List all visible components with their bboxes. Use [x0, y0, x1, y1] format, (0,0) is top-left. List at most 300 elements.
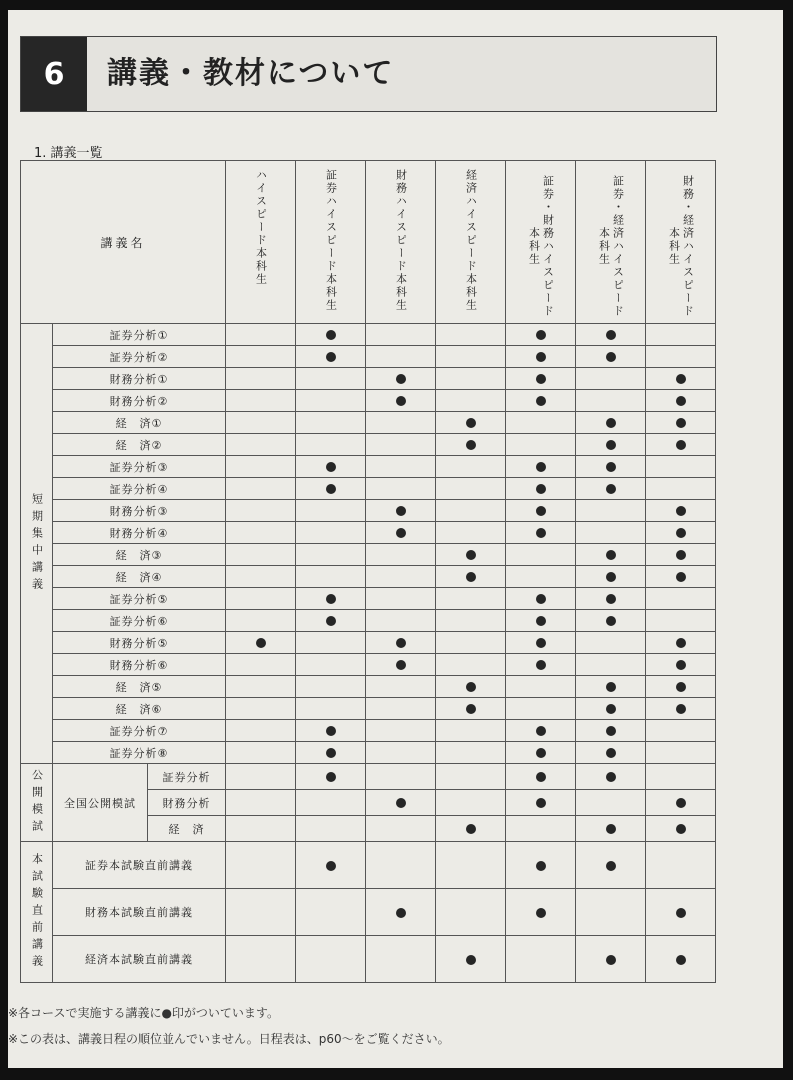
column-header: 証券・経済ハイスピード本科生: [576, 161, 646, 324]
mark-dot: [606, 682, 616, 692]
mark-cell: [296, 478, 366, 500]
section-header: [20, 36, 717, 112]
mark-dot: [676, 638, 686, 648]
mark-cell: [436, 522, 506, 544]
mark-cell: [226, 522, 296, 544]
mark-cell: [366, 610, 436, 632]
mark-cell: [296, 346, 366, 368]
mark-cell: [506, 816, 576, 842]
mark-cell: [366, 324, 436, 346]
mark-cell: [296, 842, 366, 889]
mark-cell: [576, 698, 646, 720]
mark-dot: [326, 772, 336, 782]
mark-dot: [536, 638, 546, 648]
mark-dot: [466, 550, 476, 560]
mark-cell: [506, 676, 576, 698]
mark-cell: [576, 790, 646, 816]
table-row: [21, 889, 716, 936]
mark-cell: [366, 632, 436, 654]
mark-dot: [326, 616, 336, 626]
mark-cell: [296, 390, 366, 412]
mark-dot: [676, 506, 686, 516]
mark-cell: [576, 566, 646, 588]
mark-cell: [646, 842, 716, 889]
mark-cell: [506, 742, 576, 764]
table-row: [21, 522, 716, 544]
mark-cell: [436, 742, 506, 764]
mark-cell: [576, 610, 646, 632]
mark-cell: [506, 500, 576, 522]
mark-cell: [646, 500, 716, 522]
mark-cell: [436, 610, 506, 632]
mark-cell: [366, 742, 436, 764]
mark-cell: [646, 412, 716, 434]
lecture-name: 経 済③: [53, 544, 226, 566]
mark-cell: [436, 500, 506, 522]
mark-dot: [326, 594, 336, 604]
lecture-name: 証券分析⑦: [53, 720, 226, 742]
table-row: [21, 566, 716, 588]
mark-cell: [296, 324, 366, 346]
mark-dot: [606, 772, 616, 782]
mark-dot: [536, 772, 546, 782]
mark-cell: [296, 764, 366, 790]
mark-dot: [326, 352, 336, 362]
mark-dot: [466, 955, 476, 965]
mark-cell: [226, 456, 296, 478]
mark-cell: [646, 478, 716, 500]
mark-cell: [576, 816, 646, 842]
mark-cell: [506, 412, 576, 434]
lecture-name: 証券分析②: [53, 346, 226, 368]
mark-cell: [436, 390, 506, 412]
table-row: [21, 544, 716, 566]
mark-cell: [646, 816, 716, 842]
table-row: [21, 720, 716, 742]
mark-cell: [226, 610, 296, 632]
mark-cell: [506, 588, 576, 610]
mark-dot: [326, 462, 336, 472]
mark-dot: [606, 748, 616, 758]
mark-dot: [606, 550, 616, 560]
mark-dot: [606, 726, 616, 736]
mark-dot: [256, 638, 266, 648]
mark-cell: [366, 936, 436, 983]
group-label-short-course: 短期集中講義: [21, 324, 53, 764]
mark-dot: [536, 374, 546, 384]
subsection-title: 1. 講義一覧: [34, 146, 103, 161]
mark-cell: [506, 456, 576, 478]
lecture-name: 財務分析①: [53, 368, 226, 390]
mark-dot: [676, 374, 686, 384]
mark-cell: [646, 346, 716, 368]
lecture-name: 財務分析④: [53, 522, 226, 544]
mark-cell: [646, 676, 716, 698]
lecture-name: 証券分析⑧: [53, 742, 226, 764]
mark-cell: [576, 346, 646, 368]
mark-cell: [506, 842, 576, 889]
lecture-name: 財務分析②: [53, 390, 226, 412]
lecture-name: 証券分析: [148, 764, 226, 790]
mark-cell: [436, 478, 506, 500]
lecture-name: 経 済①: [53, 412, 226, 434]
mark-cell: [436, 816, 506, 842]
mark-cell: [436, 698, 506, 720]
column-header-row: [21, 161, 716, 324]
mark-dot: [396, 638, 406, 648]
mark-cell: [296, 456, 366, 478]
mark-cell: [576, 720, 646, 742]
mark-cell: [646, 544, 716, 566]
table-row: [21, 478, 716, 500]
mark-dot: [536, 528, 546, 538]
column-header: ハイスピード本科生: [226, 161, 296, 324]
mark-cell: [366, 790, 436, 816]
note-line: ※この表は、講義日程の順位並んでいません。日程表は、p60～をご覧ください。: [8, 1032, 450, 1046]
mark-dot: [536, 330, 546, 340]
mark-dot: [536, 660, 546, 670]
lecture-name: 証券分析①: [53, 324, 226, 346]
mark-dot: [536, 798, 546, 808]
mark-dot: [606, 440, 616, 450]
mark-dot: [466, 440, 476, 450]
mark-cell: [646, 632, 716, 654]
lecture-name: 証券本試験直前講義: [53, 842, 226, 889]
mark-cell: [366, 764, 436, 790]
table-row: [21, 434, 716, 456]
table-row: [21, 390, 716, 412]
mark-dot: [676, 396, 686, 406]
mark-cell: [506, 632, 576, 654]
lecture-name: 財務分析⑥: [53, 654, 226, 676]
mark-cell: [226, 478, 296, 500]
mark-dot: [536, 352, 546, 362]
table-row: [21, 456, 716, 478]
mark-cell: [436, 632, 506, 654]
mark-cell: [506, 764, 576, 790]
mark-cell: [576, 522, 646, 544]
mark-dot: [606, 462, 616, 472]
mark-dot: [606, 594, 616, 604]
mark-cell: [296, 544, 366, 566]
mark-cell: [576, 500, 646, 522]
mark-dot: [606, 352, 616, 362]
mark-dot: [676, 682, 686, 692]
mock-exam-name: 全国公開模試: [53, 764, 148, 842]
mark-dot: [396, 908, 406, 918]
mark-dot: [396, 528, 406, 538]
mark-dot: [676, 798, 686, 808]
mark-cell: [506, 654, 576, 676]
mark-cell: [646, 936, 716, 983]
mark-cell: [646, 742, 716, 764]
mark-dot: [676, 418, 686, 428]
mark-cell: [646, 698, 716, 720]
mark-cell: [576, 742, 646, 764]
mark-dot: [396, 660, 406, 670]
mark-cell: [506, 610, 576, 632]
table-row: [21, 324, 716, 346]
mark-cell: [226, 936, 296, 983]
mark-cell: [506, 720, 576, 742]
mark-cell: [226, 412, 296, 434]
mark-cell: [226, 816, 296, 842]
lecture-name-header: 講義名: [21, 161, 226, 324]
mark-cell: [506, 698, 576, 720]
mark-cell: [576, 936, 646, 983]
mark-cell: [506, 478, 576, 500]
mark-cell: [226, 324, 296, 346]
mark-dot: [676, 908, 686, 918]
table-row: [21, 936, 716, 983]
mark-cell: [226, 390, 296, 412]
mark-cell: [576, 588, 646, 610]
mark-dot: [396, 396, 406, 406]
lecture-name: 証券分析④: [53, 478, 226, 500]
mark-dot: [536, 726, 546, 736]
mark-dot: [326, 748, 336, 758]
mark-cell: [366, 654, 436, 676]
lecture-name: 証券分析⑤: [53, 588, 226, 610]
mark-cell: [226, 720, 296, 742]
mark-cell: [226, 346, 296, 368]
mark-dot: [676, 440, 686, 450]
mark-cell: [576, 654, 646, 676]
lecture-name: 経 済⑤: [53, 676, 226, 698]
mark-dot: [536, 396, 546, 406]
mark-dot: [466, 704, 476, 714]
mark-cell: [226, 676, 296, 698]
table-row: [21, 676, 716, 698]
mark-cell: [436, 324, 506, 346]
lecture-name: 財務分析③: [53, 500, 226, 522]
mark-dot: [606, 616, 616, 626]
mark-cell: [296, 816, 366, 842]
lecture-name: 財務分析⑤: [53, 632, 226, 654]
mark-cell: [646, 324, 716, 346]
mark-cell: [296, 889, 366, 936]
mark-cell: [296, 936, 366, 983]
mark-dot: [326, 861, 336, 871]
table-row: [21, 632, 716, 654]
mark-cell: [296, 698, 366, 720]
mark-cell: [366, 346, 436, 368]
mark-cell: [576, 764, 646, 790]
mark-dot: [536, 861, 546, 871]
mark-cell: [576, 434, 646, 456]
table-row: [21, 368, 716, 390]
mark-cell: [296, 654, 366, 676]
lecture-name: 証券分析⑥: [53, 610, 226, 632]
mark-cell: [436, 566, 506, 588]
mark-cell: [646, 522, 716, 544]
mark-cell: [226, 742, 296, 764]
table-row: [21, 346, 716, 368]
mark-dot: [676, 660, 686, 670]
mark-cell: [226, 368, 296, 390]
mark-cell: [366, 522, 436, 544]
mark-cell: [226, 588, 296, 610]
mark-cell: [226, 654, 296, 676]
column-header: 財務ハイスピード本科生: [366, 161, 436, 324]
mark-cell: [436, 346, 506, 368]
lecture-name: 財務本試験直前講義: [53, 889, 226, 936]
mark-cell: [436, 764, 506, 790]
mark-cell: [436, 412, 506, 434]
mark-cell: [436, 889, 506, 936]
mark-dot: [606, 572, 616, 582]
mark-cell: [296, 742, 366, 764]
mark-dot: [676, 824, 686, 834]
mark-cell: [576, 478, 646, 500]
mark-cell: [296, 566, 366, 588]
mark-dot: [536, 908, 546, 918]
mark-cell: [576, 889, 646, 936]
mark-dot: [676, 528, 686, 538]
mark-cell: [436, 368, 506, 390]
mark-cell: [506, 522, 576, 544]
mark-cell: [436, 654, 506, 676]
table-row: [21, 698, 716, 720]
mark-cell: [436, 676, 506, 698]
mark-cell: [226, 632, 296, 654]
mark-dot: [606, 484, 616, 494]
lecture-name: 経 済④: [53, 566, 226, 588]
mark-cell: [226, 544, 296, 566]
lecture-name: 経 済②: [53, 434, 226, 456]
mark-dot: [396, 798, 406, 808]
document-page: [8, 10, 783, 1068]
mark-cell: [506, 390, 576, 412]
mark-dot: [676, 572, 686, 582]
column-header: 経済ハイスピード本科生: [436, 161, 506, 324]
mark-cell: [436, 588, 506, 610]
mark-cell: [296, 368, 366, 390]
mark-cell: [576, 456, 646, 478]
mark-cell: [366, 500, 436, 522]
mark-cell: [646, 889, 716, 936]
mark-dot: [466, 572, 476, 582]
mark-cell: [646, 764, 716, 790]
lecture-name: 証券分析③: [53, 456, 226, 478]
mark-dot: [326, 726, 336, 736]
mark-dot: [536, 748, 546, 758]
section-number: 6: [21, 37, 87, 111]
mark-cell: [576, 368, 646, 390]
mark-dot: [676, 704, 686, 714]
mark-cell: [576, 324, 646, 346]
mark-dot: [676, 955, 686, 965]
mark-cell: [646, 720, 716, 742]
mark-dot: [606, 955, 616, 965]
column-header: 財務・経済ハイスピード本科生: [646, 161, 716, 324]
group-label-mock-exam: 公開模試: [21, 764, 53, 842]
mark-cell: [646, 434, 716, 456]
mark-cell: [646, 654, 716, 676]
mark-cell: [506, 889, 576, 936]
table-row: [21, 412, 716, 434]
note-line: ※各コースで実施する講義に●印がついています。: [8, 1006, 279, 1020]
mark-cell: [366, 390, 436, 412]
mark-cell: [646, 790, 716, 816]
mark-cell: [646, 610, 716, 632]
mark-cell: [576, 390, 646, 412]
mark-cell: [436, 790, 506, 816]
mark-cell: [506, 434, 576, 456]
mark-cell: [576, 412, 646, 434]
mark-dot: [606, 861, 616, 871]
mark-dot: [606, 418, 616, 428]
table-row: [21, 588, 716, 610]
mark-dot: [536, 506, 546, 516]
lecture-name: 経 済⑥: [53, 698, 226, 720]
mark-cell: [296, 434, 366, 456]
mark-cell: [366, 478, 436, 500]
mark-cell: [576, 632, 646, 654]
mark-cell: [576, 842, 646, 889]
mark-cell: [576, 544, 646, 566]
lecture-table: [20, 160, 716, 983]
mark-cell: [226, 698, 296, 720]
notes: [8, 1000, 450, 1052]
mark-cell: [506, 368, 576, 390]
mark-cell: [436, 842, 506, 889]
mark-cell: [226, 790, 296, 816]
mark-cell: [506, 566, 576, 588]
mark-dot: [396, 506, 406, 516]
mark-cell: [506, 936, 576, 983]
mark-cell: [646, 368, 716, 390]
mark-dot: [466, 824, 476, 834]
mark-cell: [366, 889, 436, 936]
lecture-name: 財務分析: [148, 790, 226, 816]
table-row: [21, 654, 716, 676]
mark-cell: [226, 500, 296, 522]
mark-dot: [606, 330, 616, 340]
mark-dot: [326, 330, 336, 340]
column-header: 証券ハイスピード本科生: [296, 161, 366, 324]
mark-cell: [296, 588, 366, 610]
mark-cell: [296, 720, 366, 742]
mark-cell: [366, 434, 436, 456]
table-row: [21, 842, 716, 889]
mark-cell: [366, 456, 436, 478]
mark-cell: [366, 816, 436, 842]
mark-cell: [646, 588, 716, 610]
mark-cell: [366, 566, 436, 588]
mark-cell: [576, 676, 646, 698]
mark-cell: [436, 720, 506, 742]
mark-cell: [296, 610, 366, 632]
group-label-final-lecture: 本試験直前講義: [21, 842, 53, 983]
mark-cell: [226, 764, 296, 790]
mark-cell: [226, 889, 296, 936]
table-row: [21, 500, 716, 522]
mark-dot: [606, 824, 616, 834]
column-header: 証券・財務ハイスピード本科生: [506, 161, 576, 324]
table-row: [21, 742, 716, 764]
mark-cell: [296, 412, 366, 434]
mark-cell: [296, 790, 366, 816]
mark-cell: [226, 434, 296, 456]
mark-cell: [646, 566, 716, 588]
mark-cell: [366, 412, 436, 434]
mark-cell: [366, 720, 436, 742]
section-title: 講義・教材について: [107, 56, 395, 91]
mark-dot: [396, 374, 406, 384]
mark-dot: [676, 550, 686, 560]
mark-cell: [226, 566, 296, 588]
